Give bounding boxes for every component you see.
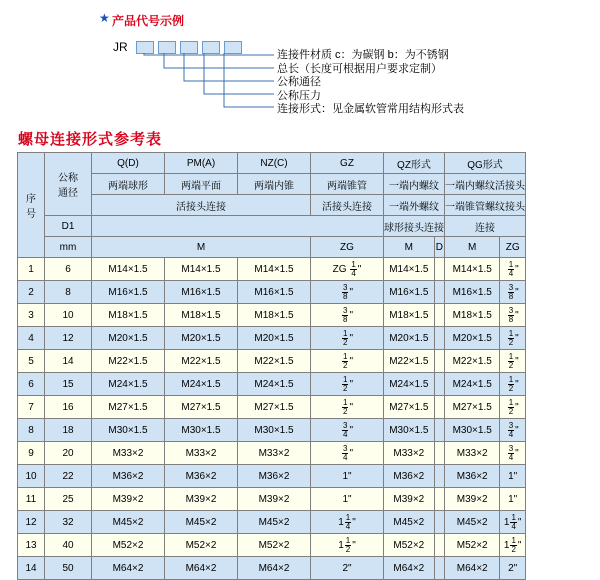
diagram-label-2: 总长（长度可根据用户要求定制）: [277, 62, 442, 75]
cell-qg-zg: $\frac{1}{2}$ ": [500, 350, 526, 373]
header-sub-qd: 两端球形: [92, 174, 165, 195]
header-dn-line2: 通径: [58, 188, 78, 199]
header-group-pma: PM(A): [165, 153, 238, 174]
header-qz-ball-connect: 球形接头连接: [384, 216, 445, 237]
cell-gz-zg: $\frac{3}{4}$ ": [311, 419, 384, 442]
cell-qz-d: [434, 465, 444, 488]
cell-seq: 2: [18, 281, 45, 304]
cell-qz-d: [434, 488, 444, 511]
cell-qg-m: M33×2: [445, 442, 500, 465]
cell-gz-zg: $\frac{1}{2}$ ": [311, 327, 384, 350]
cell-qd-m: M14×1.5: [92, 258, 165, 281]
cell-qd-m: M52×2: [92, 534, 165, 557]
cell-gz-zg: ZG $\frac{1}{4}$ ": [311, 258, 384, 281]
nut-connection-table: [17, 152, 526, 580]
cell-qz-d: [434, 258, 444, 281]
diagram-label-4: 公称压力: [277, 89, 321, 102]
cell-qd-m: M27×1.5: [92, 396, 165, 419]
cell-qz-d: [434, 557, 444, 580]
table-row: [18, 465, 526, 488]
diagram-label-3: 公称通径: [277, 76, 321, 88]
cell-pma-m: M14×1.5: [165, 258, 238, 281]
cell-qz-m: M45×2: [384, 511, 435, 534]
cell-qz-m: M30×1.5: [384, 419, 435, 442]
cell-seq: 7: [18, 396, 45, 419]
cell-qz-m: M16×1.5: [384, 281, 435, 304]
cell-seq: 14: [18, 557, 45, 580]
cell-nzc-m: M14×1.5: [238, 258, 311, 281]
cell-qg-zg: $\frac{3}{4}$ ": [500, 442, 526, 465]
cell-qg-zg: $\frac{1}{4}$ ": [500, 258, 526, 281]
header-group-nzc: NZ(C): [238, 153, 311, 174]
cell-dn: 22: [45, 465, 92, 488]
header-blank-1: [92, 216, 384, 237]
cell-qg-m: M18×1.5: [445, 304, 500, 327]
cell-dn: 15: [45, 373, 92, 396]
cell-dn: 20: [45, 442, 92, 465]
header-dn: [45, 153, 92, 216]
nut-connection-table-wrap: [17, 152, 526, 580]
header-sub-gz: 两端锥管: [311, 174, 384, 195]
table-row: [18, 419, 526, 442]
cell-nzc-m: M33×2: [238, 442, 311, 465]
cell-qg-m: M30×1.5: [445, 419, 500, 442]
header-unit-qg-m: M: [445, 237, 500, 258]
cell-dn: 8: [45, 281, 92, 304]
cell-qz-d: [434, 511, 444, 534]
cell-qg-m: M20×1.5: [445, 327, 500, 350]
cell-qz-m: M36×2: [384, 465, 435, 488]
table-row: [18, 304, 526, 327]
header-unit-zg: ZG: [311, 237, 384, 258]
cell-qz-d: [434, 534, 444, 557]
header-union-gz: 活接头连接: [311, 195, 384, 216]
header-group-gz: GZ: [311, 153, 384, 174]
cell-seq: 13: [18, 534, 45, 557]
table-row: [18, 557, 526, 580]
cell-seq: 9: [18, 442, 45, 465]
cell-qd-m: M39×2: [92, 488, 165, 511]
header-unit-qz-d: D: [434, 237, 444, 258]
cell-gz-zg: $\frac{1}{2}$ ": [311, 373, 384, 396]
table-row: [18, 258, 526, 281]
header-row-3: [18, 195, 526, 216]
cell-qd-m: M33×2: [92, 442, 165, 465]
table-row: [18, 534, 526, 557]
cell-qg-zg: $\frac{3}{8}$ ": [500, 304, 526, 327]
cell-pma-m: M18×1.5: [165, 304, 238, 327]
diagram-prefix: JR: [113, 40, 128, 54]
header-qg-connect: 连接: [445, 216, 526, 237]
cell-qz-m: M27×1.5: [384, 396, 435, 419]
cell-nzc-m: M20×1.5: [238, 327, 311, 350]
cell-qg-m: M24×1.5: [445, 373, 500, 396]
table-row: [18, 327, 526, 350]
header-seq-line1: 序: [26, 194, 36, 205]
diagram-label-5: 连接形式：见金属软管常用结构形式表: [277, 103, 464, 115]
cell-dn: 40: [45, 534, 92, 557]
cell-gz-zg: 1": [311, 465, 384, 488]
cell-qz-d: [434, 281, 444, 304]
cell-seq: 10: [18, 465, 45, 488]
cell-nzc-m: M16×1.5: [238, 281, 311, 304]
cell-nzc-m: M27×1.5: [238, 396, 311, 419]
cell-gz-zg: 1 $\frac{1}{2}$ ": [311, 534, 384, 557]
cell-qd-m: M20×1.5: [92, 327, 165, 350]
cell-qz-m: M14×1.5: [384, 258, 435, 281]
cell-qg-m: M52×2: [445, 534, 500, 557]
table-row: [18, 442, 526, 465]
cell-qz-d: [434, 373, 444, 396]
cell-qz-m: M22×1.5: [384, 350, 435, 373]
cell-qg-zg: 1 $\frac{1}{2}$ ": [500, 534, 526, 557]
cell-qg-zg: $\frac{1}{2}$ ": [500, 373, 526, 396]
cell-seq: 12: [18, 511, 45, 534]
cell-qg-zg: $\frac{3}{8}$ ": [500, 281, 526, 304]
cell-qd-m: M36×2: [92, 465, 165, 488]
table-row: [18, 373, 526, 396]
cell-qg-m: M39×2: [445, 488, 500, 511]
cell-qd-m: M30×1.5: [92, 419, 165, 442]
cell-nzc-m: M30×1.5: [238, 419, 311, 442]
cell-dn: 16: [45, 396, 92, 419]
star-icon: ★: [99, 11, 110, 25]
header-unit-m: M: [92, 237, 311, 258]
header-d1: D1: [45, 216, 92, 237]
cell-qg-zg: 1": [500, 488, 526, 511]
cell-qg-zg: 1": [500, 465, 526, 488]
table-row: [18, 281, 526, 304]
cell-qg-m: M64×2: [445, 557, 500, 580]
cell-qd-m: M16×1.5: [92, 281, 165, 304]
cell-gz-zg: 2": [311, 557, 384, 580]
cell-qg-zg: $\frac{3}{4}$ ": [500, 419, 526, 442]
table-title: 螺母连接形式参考表: [18, 131, 163, 148]
table-row: [18, 396, 526, 419]
cell-qg-m: M27×1.5: [445, 396, 500, 419]
header-qg-taper-thread: 一端锥管螺纹接头: [445, 195, 526, 216]
cell-gz-zg: $\frac{3}{4}$ ": [311, 442, 384, 465]
header-unit-mm: mm: [45, 237, 92, 258]
cell-qz-m: M39×2: [384, 488, 435, 511]
cell-qz-m: M64×2: [384, 557, 435, 580]
table-row: [18, 488, 526, 511]
header-seq-line2: 号: [26, 209, 36, 220]
cell-qg-m: M45×2: [445, 511, 500, 534]
cell-qd-m: M45×2: [92, 511, 165, 534]
header-unit-qg-zg: ZG: [500, 237, 526, 258]
header-row-2: [18, 174, 526, 195]
cell-dn: 25: [45, 488, 92, 511]
header-seq: [18, 153, 45, 258]
cell-qd-m: M18×1.5: [92, 304, 165, 327]
cell-dn: 18: [45, 419, 92, 442]
cell-pma-m: M64×2: [165, 557, 238, 580]
cell-qg-zg: $\frac{1}{2}$ ": [500, 327, 526, 350]
cell-seq: 6: [18, 373, 45, 396]
header-dn-line1: 公称: [58, 173, 78, 184]
cell-dn: 32: [45, 511, 92, 534]
cell-qz-m: M33×2: [384, 442, 435, 465]
cell-qz-m: M20×1.5: [384, 327, 435, 350]
header-group-qz: QZ形式: [384, 153, 445, 174]
cell-pma-m: M16×1.5: [165, 281, 238, 304]
cell-pma-m: M30×1.5: [165, 419, 238, 442]
cell-qg-m: M36×2: [445, 465, 500, 488]
cell-pma-m: M22×1.5: [165, 350, 238, 373]
cell-qg-m: M14×1.5: [445, 258, 500, 281]
cell-qz-d: [434, 396, 444, 419]
cell-pma-m: M45×2: [165, 511, 238, 534]
cell-nzc-m: M64×2: [238, 557, 311, 580]
cell-seq: 4: [18, 327, 45, 350]
cell-qz-d: [434, 350, 444, 373]
cell-seq: 5: [18, 350, 45, 373]
cell-pma-m: M27×1.5: [165, 396, 238, 419]
cell-qz-d: [434, 327, 444, 350]
cell-qz-d: [434, 419, 444, 442]
header-row-4: [18, 216, 526, 237]
cell-qg-m: M16×1.5: [445, 281, 500, 304]
cell-nzc-m: M22×1.5: [238, 350, 311, 373]
header-sub-nzc: 两端内锥: [238, 174, 311, 195]
cell-pma-m: M33×2: [165, 442, 238, 465]
cell-gz-zg: 1 $\frac{1}{4}$ ": [311, 511, 384, 534]
cell-qz-m: M52×2: [384, 534, 435, 557]
cell-gz-zg: $\frac{3}{8}$ ": [311, 281, 384, 304]
header-sub-pma: 两端平面: [165, 174, 238, 195]
cell-dn: 6: [45, 258, 92, 281]
cell-gz-zg: $\frac{3}{8}$ ": [311, 304, 384, 327]
diagram-labels: [277, 49, 464, 117]
header-sub-qz: 一端内螺纹: [384, 174, 445, 195]
cell-nzc-m: M39×2: [238, 488, 311, 511]
table-header: [18, 153, 526, 258]
header-sub-qg: 一端内螺纹活接头: [445, 174, 526, 195]
header-group-qg: QG形式: [445, 153, 526, 174]
cell-gz-zg: $\frac{1}{2}$ ": [311, 350, 384, 373]
cell-pma-m: M39×2: [165, 488, 238, 511]
cell-pma-m: M20×1.5: [165, 327, 238, 350]
header-qz-outer-thread: 一端外螺纹: [384, 195, 445, 216]
cell-qd-m: M22×1.5: [92, 350, 165, 373]
cell-qg-m: M22×1.5: [445, 350, 500, 373]
cell-dn: 14: [45, 350, 92, 373]
cell-qg-zg: $\frac{1}{2}$ ": [500, 396, 526, 419]
cell-qg-zg: 1 $\frac{1}{4}$ ": [500, 511, 526, 534]
diagram-label-1: 连接件材质 c：为碳钢 b：为不锈钢: [277, 49, 449, 61]
cell-qz-m: M18×1.5: [384, 304, 435, 327]
cell-qz-m: M24×1.5: [384, 373, 435, 396]
cell-qd-m: M64×2: [92, 557, 165, 580]
cell-nzc-m: M36×2: [238, 465, 311, 488]
cell-pma-m: M36×2: [165, 465, 238, 488]
cell-seq: 3: [18, 304, 45, 327]
diagram-title: 产品代号示例: [112, 14, 185, 28]
cell-seq: 8: [18, 419, 45, 442]
cell-dn: 10: [45, 304, 92, 327]
cell-qd-m: M24×1.5: [92, 373, 165, 396]
cell-gz-zg: 1": [311, 488, 384, 511]
cell-gz-zg: $\frac{1}{2}$ ": [311, 396, 384, 419]
cell-seq: 1: [18, 258, 45, 281]
cell-dn: 50: [45, 557, 92, 580]
table-body: [18, 258, 526, 580]
cell-seq: 11: [18, 488, 45, 511]
cell-nzc-m: M24×1.5: [238, 373, 311, 396]
cell-qg-zg: 2": [500, 557, 526, 580]
cell-pma-m: M52×2: [165, 534, 238, 557]
header-row-5: [18, 237, 526, 258]
cell-qz-d: [434, 442, 444, 465]
header-row-1: [18, 153, 526, 174]
header-union-left: 活接头连接: [92, 195, 311, 216]
cell-qz-d: [434, 304, 444, 327]
table-row: [18, 350, 526, 373]
cell-nzc-m: M18×1.5: [238, 304, 311, 327]
product-code-diagram: [0, 0, 600, 122]
header-unit-qz-m: M: [384, 237, 435, 258]
cell-dn: 12: [45, 327, 92, 350]
cell-pma-m: M24×1.5: [165, 373, 238, 396]
cell-nzc-m: M45×2: [238, 511, 311, 534]
header-group-qd: Q(D): [92, 153, 165, 174]
table-row: [18, 511, 526, 534]
cell-nzc-m: M52×2: [238, 534, 311, 557]
